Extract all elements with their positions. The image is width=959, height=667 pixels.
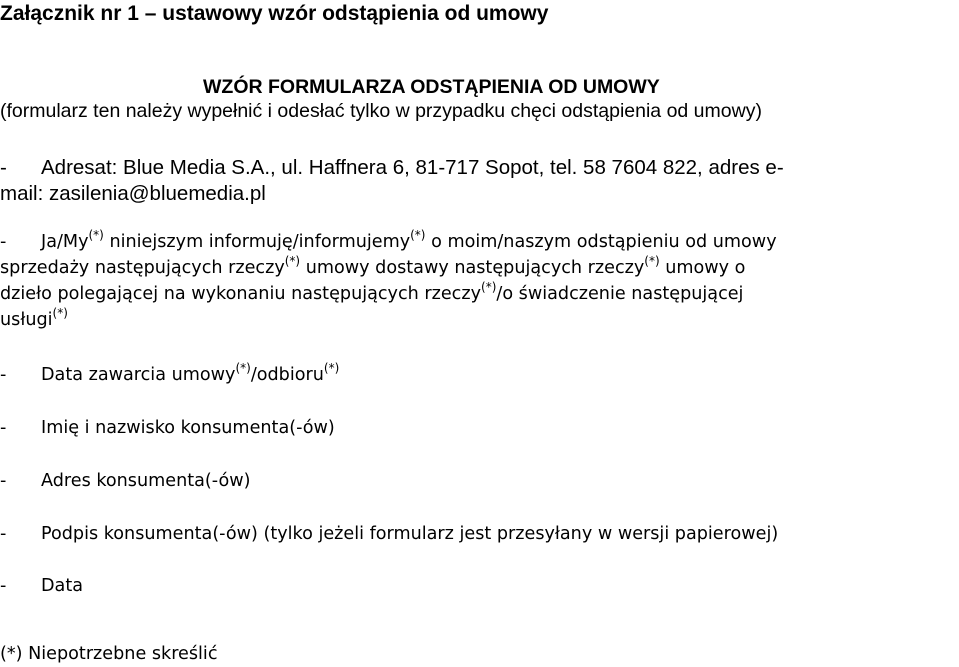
field-consumer-name	[0, 418, 335, 438]
field-label: Podpis konsumenta(-ów) (tylko jeżeli formularz jest przesyłany w wersji papierowej)	[41, 524, 779, 544]
declaration-text: /o świadczenie następującej	[496, 284, 744, 304]
field-label: /odbioru	[250, 365, 324, 385]
declaration-line-1	[0, 228, 777, 252]
declaration-text: niniejszym informuję/informujemy	[103, 232, 411, 252]
declaration-text: o moim/naszym odstąpieniu od umowy	[425, 232, 777, 252]
address-line-2: mail: zasilenia@bluemedia.pl	[0, 182, 266, 205]
declaration-dash: -	[0, 232, 7, 252]
footnote-marker: (*)	[323, 361, 340, 375]
declaration-line-3	[0, 280, 744, 304]
field-dash: -	[0, 471, 7, 491]
footnote-marker: (*)	[284, 254, 301, 268]
field-label: Data	[41, 576, 84, 596]
footnote	[0, 644, 218, 664]
field-dash: -	[0, 418, 7, 438]
declaration-text: sprzedaży następujących rzeczy	[0, 258, 285, 278]
field-dash: -	[0, 576, 7, 596]
footnote-marker: (*)	[0, 644, 23, 664]
footnote-marker: (*)	[88, 228, 104, 242]
declaration-text: umowy dostawy następujących rzeczy	[300, 258, 645, 278]
field-dash: -	[0, 524, 7, 544]
field-dash: -	[0, 365, 7, 385]
field-label: Imię i nazwisko konsumenta(-ów)	[41, 418, 335, 438]
page-header: Załącznik nr 1 – ustawowy wzór odstąpienia od umowy	[0, 2, 549, 25]
footnote-marker: (*)	[644, 254, 660, 268]
declaration-text: umowy o	[659, 258, 746, 278]
field-label: Data zawarcia umowy	[41, 365, 236, 385]
footnote-marker: (*)	[481, 280, 497, 294]
form-title: WZÓR FORMULARZA ODSTĄPIENIA OD UMOWY	[203, 76, 660, 98]
field-label: Adres konsumenta(-ów)	[41, 471, 251, 491]
address-text-1: Adresat: Blue Media S.A., ul. Haffnera 6, 81-717 Sopot, tel. 58 7604 822, adres e-	[41, 156, 784, 179]
field-contract-date	[0, 361, 340, 385]
field-consumer-address	[0, 471, 250, 491]
declaration-line-2	[0, 254, 746, 278]
footnote-text: Niepotrzebne skreślić	[22, 644, 218, 664]
footnote-marker: (*)	[410, 228, 426, 242]
address-dash: -	[0, 156, 7, 179]
declaration-text: usługi	[0, 310, 53, 330]
declaration-text: dzieło polegającej na wykonaniu następujących rzeczy	[0, 284, 482, 304]
form-subtitle: (formularz ten należy wypełnić i odesłać tylko w przypadku chęci odstąpienia od umowy)	[0, 100, 762, 122]
declaration-text: Ja/My	[41, 232, 89, 252]
field-consumer-signature	[0, 524, 778, 544]
footnote-marker: (*)	[235, 361, 251, 375]
footnote-marker: (*)	[52, 306, 68, 320]
declaration-line-4	[0, 306, 68, 330]
field-date	[0, 576, 83, 596]
address-line-1	[0, 156, 784, 180]
